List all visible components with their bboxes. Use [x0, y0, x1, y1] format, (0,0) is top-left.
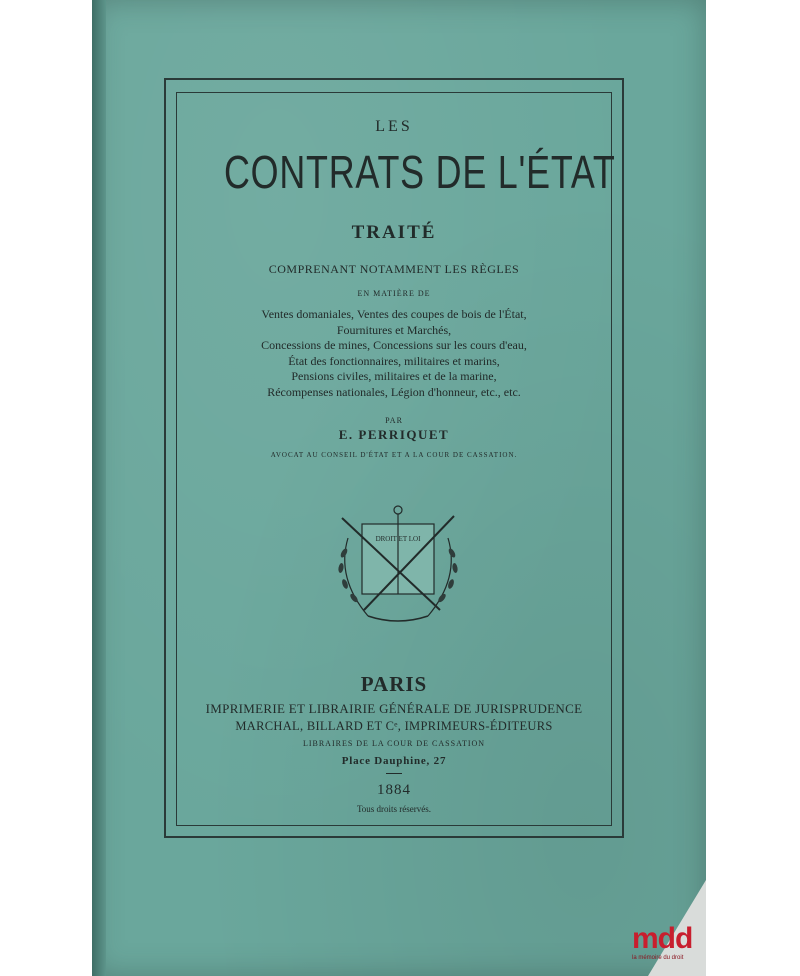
book-subtitle: TRAITÉ [351, 222, 437, 243]
book-title: CONTRATS DE L'ÉTAT [223, 146, 616, 198]
divider-rule [386, 773, 402, 774]
watermark-logo [632, 924, 712, 970]
watermark-logo-mark: mdd [632, 922, 693, 955]
publisher-line-3: LIBRAIRES DE LA COUR DE CASSATION [302, 739, 486, 748]
subject-list [176, 307, 612, 400]
author-title: AVOCAT AU CONSEIL D'ÉTAT ET A LA COUR DE CASSATION. [270, 451, 518, 459]
publication-city: PARIS [360, 672, 428, 696]
publisher-address: Place Dauphine, 27 [341, 755, 447, 767]
author-name: E. PERRIQUET [338, 427, 450, 442]
subject-line: Récompenses nationales, Légion d'honneur, etc., etc. [267, 384, 521, 399]
subject-line: Pensions civiles, militaires et de la marine, [291, 369, 497, 383]
subject-line: Fournitures et Marchés, [336, 322, 452, 337]
watermark-caption: la mémoire du droit [632, 955, 684, 961]
subject-line: Ventes domaniales, Ventes des coupes de bois de l'État, [261, 307, 527, 321]
publication-year: 1884 [377, 782, 411, 798]
subject-line: Concessions de mines, Concessions sur les cours d'eau, [261, 338, 527, 352]
scope-subheading: EN MATIÈRE DE [357, 289, 431, 298]
rights-notice: Tous droits réservés. [356, 804, 432, 814]
by-label: PAR [385, 416, 403, 425]
emblem-inscription: DROIT ET LOI [375, 535, 421, 543]
publisher-line-2: MARCHAL, BILLARD ET Cᵉ, IMPRIMEURS-ÉDITEURS [235, 719, 553, 733]
publisher-line-1: IMPRIMERIE ET LIBRAIRIE GÉNÉRALE DE JURISPRUDENCE [205, 701, 583, 716]
justice-emblem-icon [328, 498, 468, 628]
scope-heading: COMPRENANT NOTAMMENT LES RÈGLES [268, 262, 520, 276]
title-article: LES [375, 118, 413, 135]
subject-line: État des fonctionnaires, militaires et marins, [288, 353, 500, 368]
book-spine-edge [92, 0, 106, 976]
